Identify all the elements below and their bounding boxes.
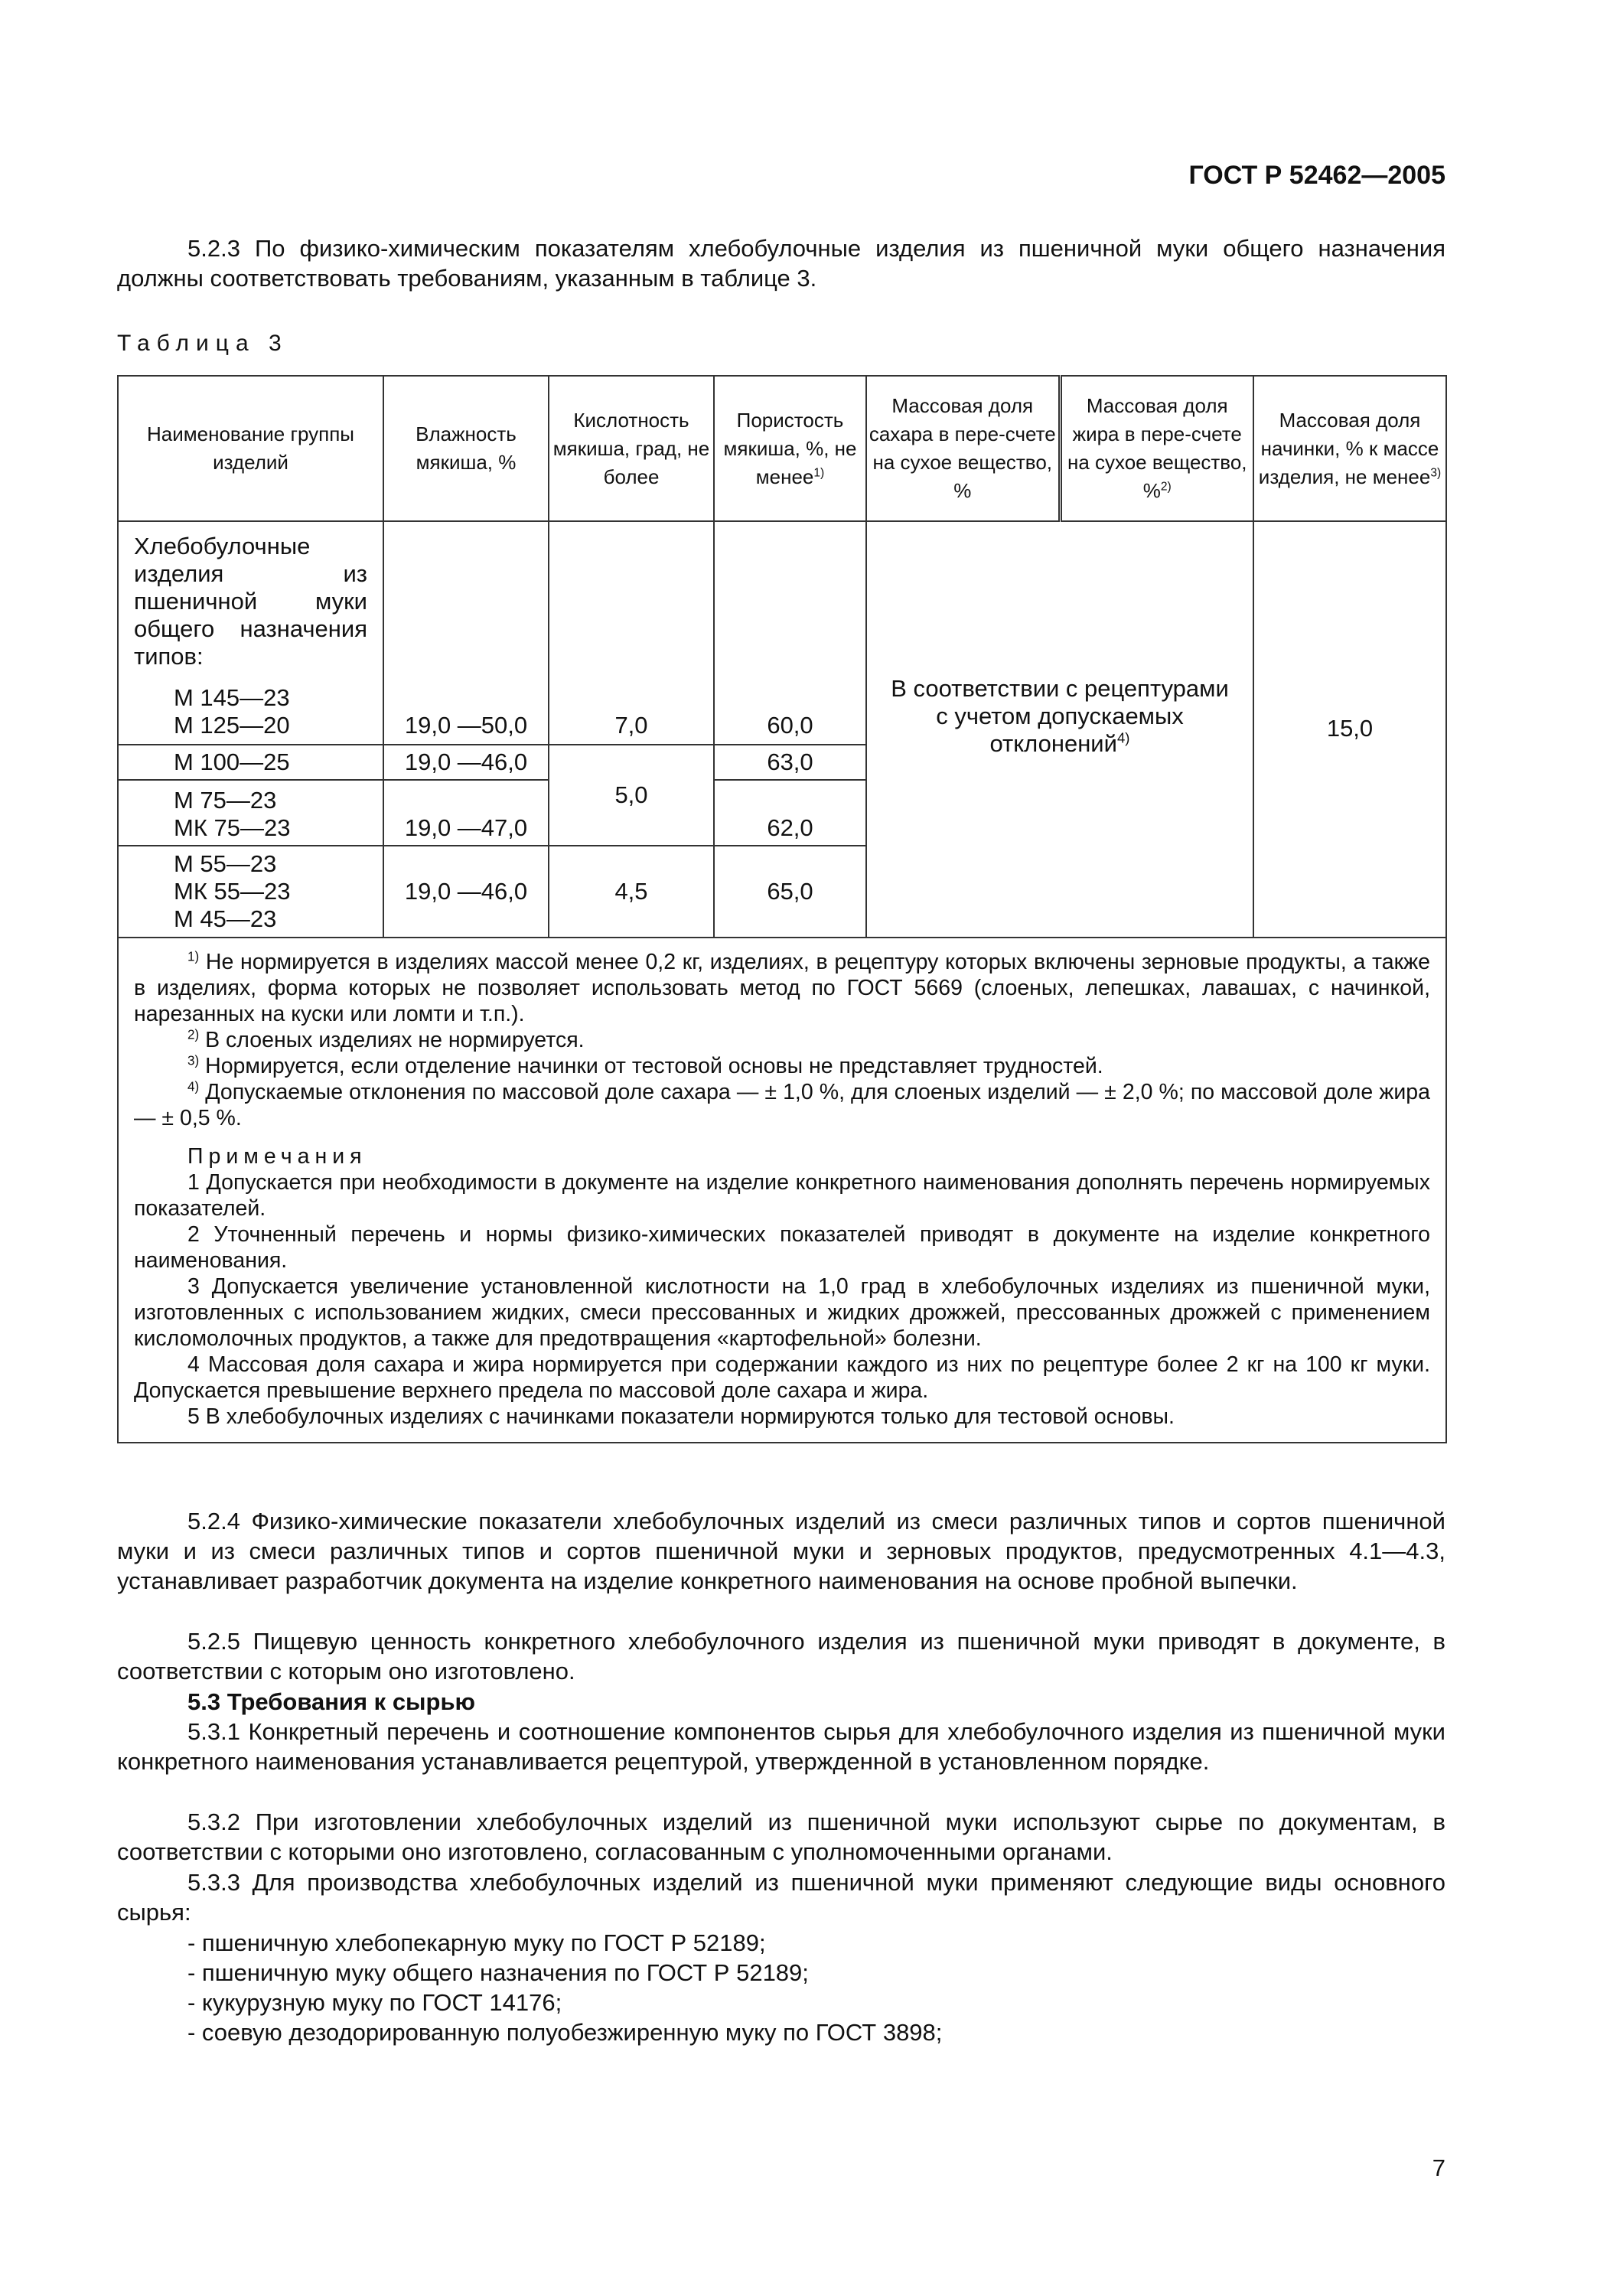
types-3: М 75—23 МК 75—23 bbox=[118, 780, 383, 846]
filling-merged: 15,0 bbox=[1253, 521, 1446, 938]
group-cell-1 bbox=[118, 521, 383, 745]
note-5: 5 В хлебобулочных изделиях с начинками показатели нормируются только для тестовой основы. bbox=[187, 1404, 1175, 1429]
paragraph-5-3-2: 5.3.2 При изготовлении хлебобулочных изделий из пшеничной муки используют сырье по документам, в соответствии с которыми оно изготовлено, согласованным с уполномоченными органами. bbox=[117, 1808, 1445, 1865]
header-group: Наименование группы изделий bbox=[118, 376, 383, 521]
porosity-2: 63,0 bbox=[714, 745, 866, 780]
list-item: - пшеничную хлебопекарную муку по ГОСТ Р 52189; bbox=[187, 1929, 766, 1956]
group-title: Хлебобулочные изделия из пшеничной муки общего назначения типов: bbox=[134, 533, 367, 670]
paragraph-5-2-3: 5.2.3 По физико-химическим показателям хлебобулочные изделия из пшеничной муки общего назначения должны соответствовать требованиям, указанным в таблице 3. bbox=[117, 235, 1445, 292]
list-item: - кукурузную муку по ГОСТ 14176; bbox=[187, 1989, 562, 2016]
list-item: - пшеничную муку общего назначения по ГОСТ Р 52189; bbox=[187, 1959, 809, 1986]
sugar-fat-merged: В соответствии с рецептурами с учетом допускаемых отклонений$^{4)}$ bbox=[866, 521, 1253, 938]
list-item: - соевую дезодорированную полуобезжиренную муку по ГОСТ 3898; bbox=[187, 2019, 943, 2046]
header-moisture: Влажность мякиша, % bbox=[383, 376, 549, 521]
moisture-4: 19,0 —46,0 bbox=[383, 846, 549, 938]
note-2: 2 Уточненный перечень и нормы физико-химических показателей приводят в документе на изделие конкретного наименования. bbox=[134, 1222, 1430, 1273]
physico-chemical-table bbox=[117, 375, 1447, 1443]
types-2: М 100—25 bbox=[118, 745, 383, 780]
moisture-3: 19,0 —47,0 bbox=[383, 780, 549, 846]
paragraph-5-2-4: 5.2.4 Физико-химические показатели хлебобулочных изделий из смеси различных типов и сортов пшеничной муки и из смеси различных типов и сортов пшеничной муки и зерновых продуктов, предусмотренных 4.1—4.3, устанавливает разработчик документа на изделие конкретного наименования на основе пробной выпечки. bbox=[117, 1508, 1445, 1594]
footnote-4: $^{4)}$ Допускаемые отклонения по массовой доле сахара — ± 1,0 %, для слоеных изделий — ± 2,0 %; по массовой доле жира — ± 0,5 %. bbox=[134, 1079, 1431, 1130]
table-header-row bbox=[118, 376, 1446, 521]
note-1: 1 Допускается при необходимости в документе на изделие конкретного наименования дополнять перечень нормируемых показателей. bbox=[134, 1170, 1430, 1221]
header-filling: Массовая доля начинки, % к массе изделия, не менее$^{3)}$ bbox=[1253, 376, 1446, 521]
acidity-1: 7,0 bbox=[549, 521, 714, 745]
table-notes-row bbox=[118, 938, 1446, 1443]
header-acidity: Кислотность мякиша, град, не более bbox=[549, 376, 714, 521]
types-4: М 55—23 МК 55—23 М 45—23 bbox=[118, 846, 383, 938]
header-sugar: Массовая доля сахара в пере-счете на сухое вещество, % bbox=[866, 376, 1060, 521]
acidity-merged: 5,0 bbox=[549, 745, 714, 846]
page-number: 7 bbox=[1432, 2154, 1445, 2181]
moisture-1: 19,0 —50,0 bbox=[383, 521, 549, 745]
header-porosity: Пористость мякиша, %, не менее$^{1)}$ bbox=[714, 376, 866, 521]
header-fat: Массовая доля жира в пере-счете на сухое вещество, %$^{2)}$ bbox=[1060, 376, 1253, 521]
paragraph-5-3-3: 5.3.3 Для производства хлебобулочных изделий из пшеничной муки применяют следующие виды основного сырья: bbox=[117, 1869, 1445, 1926]
section-5-3-title: 5.3 Требования к сырью bbox=[187, 1688, 475, 1715]
paragraph-5-2-5: 5.2.5 Пищевую ценность конкретного хлебобулочного изделия из пшеничной муки приводят в документе, в соответствии с которым оно изготовлено. bbox=[117, 1628, 1445, 1684]
footnote-1: $^{1)}$ Не нормируется в изделиях массой менее 0,2 кг, изделиях, в рецептуру которых включены зерновые продукты, а также в изделиях, форма которых не позволяет использовать метод по ГОСТ 5669 (слоеных, лепешках, лавашах, с начинкой, нарезанных на куски или ломти и т.п.). bbox=[134, 949, 1430, 1026]
document-page bbox=[117, 0, 1445, 2296]
note-3: 3 Допускается увеличение установленной кислотности на 1,0 град в хлебобулочных изделиях из пшеничной муки, изготовленных с использованием жидких, смеси прессованных и жидких дрожжей, прессованных дрожжей с применением кисломолочных продуктов, а также для предотвращения «картофельной» болезни. bbox=[134, 1274, 1430, 1351]
acidity-4: 4,5 bbox=[549, 846, 714, 938]
note-4: 4 Массовая доля сахара и жира нормируется при содержании каждого из них по рецептуре более 2 кг на 100 кг муки. Допускается превышение верхнего предела по массовой доле сахара и жира. bbox=[134, 1352, 1430, 1403]
types-1: М 145—23 М 125—20 bbox=[174, 684, 290, 739]
notes-title: Примечания bbox=[187, 1144, 367, 1169]
table-row bbox=[118, 521, 1446, 745]
footnote-3: $^{3)}$ Нормируется, если отделение начинки от тестовой основы не представляет трудностей. bbox=[187, 1053, 1103, 1078]
document-code-header: ГОСТ Р 52462—2005 bbox=[1188, 161, 1445, 190]
table-caption: Таблица 3 bbox=[117, 331, 288, 356]
porosity-4: 65,0 bbox=[714, 846, 866, 938]
footnote-2: $^{2)}$ В слоеных изделиях не нормируется. bbox=[187, 1027, 585, 1052]
porosity-1: 60,0 bbox=[714, 521, 866, 745]
porosity-3: 62,0 bbox=[714, 780, 866, 846]
moisture-2: 19,0 —46,0 bbox=[383, 745, 549, 780]
paragraph-5-3-1: 5.3.1 Конкретный перечень и соотношение компонентов сырья для хлебобулочного изделия из пшеничной муки конкретного наименования устанавливается рецептурой, утвержденной в установленном порядке. bbox=[117, 1718, 1445, 1775]
table-notes-cell bbox=[118, 938, 1446, 1443]
